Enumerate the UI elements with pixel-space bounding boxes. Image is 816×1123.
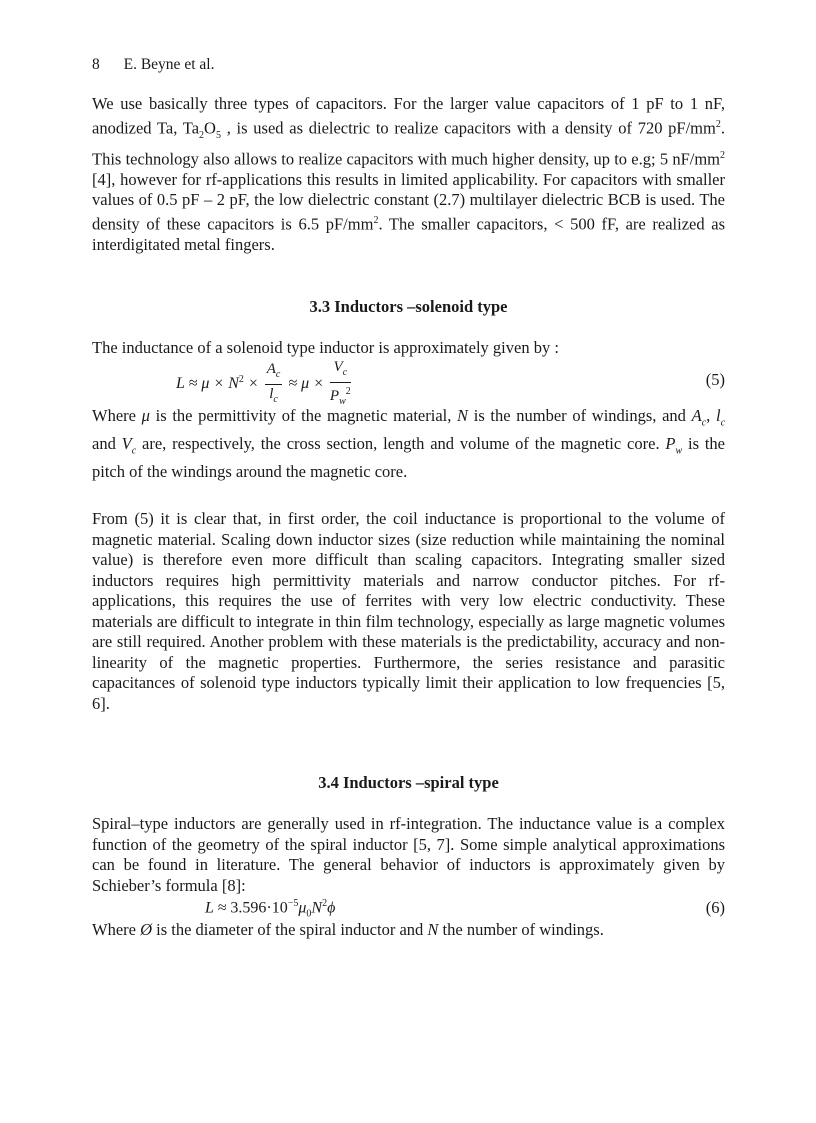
equation-6-number: (6) (705, 898, 725, 917)
eq5-frac2-numerator-sub: c (342, 367, 348, 378)
superscript: 2 (715, 118, 721, 130)
symbol-a-sub: c (701, 417, 707, 429)
spiral-where-paragraph (92, 920, 725, 941)
page-number: 8 (92, 56, 100, 73)
eq5-frac2-denominator: P (329, 388, 340, 404)
eq5-lhs: L ≈ μ × N (176, 375, 239, 393)
text-run: We use basically three types of capacitors. For the larger value capacitors of 1 pF to 1 nF, anodized Ta, Ta (92, 94, 725, 137)
eq5-times: × (243, 375, 263, 393)
text-run: is the permittivity of the magnetic material, (149, 406, 458, 425)
eq6-phi: ϕ (327, 899, 336, 917)
capacitors-paragraph (92, 94, 725, 255)
text-run: the number of windings. (438, 920, 604, 939)
text-run: , (706, 406, 716, 425)
eq5-lhs-exponent: 2 (238, 373, 244, 385)
text-run: , is used as dielectric to realize capacitors with a density of 720 pF/mm (220, 118, 716, 137)
symbol-n: N (457, 406, 469, 425)
subscript: 5 (215, 129, 221, 141)
section-heading-solenoid: 3.3 Inductors –solenoid type (309, 297, 508, 316)
symbol-p-sub: w (675, 445, 683, 457)
text-run: Where (92, 920, 141, 939)
equation-5-number: (5) (705, 370, 725, 389)
subscript: 2 (199, 129, 205, 141)
symbol-mu: μ (141, 406, 150, 425)
symbol-phi: Ø (140, 920, 153, 939)
eq5-middle: ≈ μ × (288, 375, 328, 393)
eq6-n: N (311, 899, 323, 917)
spiral-intro-paragraph: Spiral–type inductors are generally used in rf-integration. The inductance value is a complex function of the geometry of the spiral inductor [5, 7]. Some simple analytical approximations can be found in literature. The general behavior of inductors is approximately given by Schieber’s formula [8]: (92, 814, 725, 895)
eq6-n-exponent: 2 (322, 898, 328, 909)
text-run: . The smaller capacitors, < 500 fF, are realized as interdigitated metal fingers. (92, 214, 726, 254)
eq5-frac1-numerator-sub: c (275, 369, 281, 380)
text-run: and (92, 433, 122, 453)
eq5-frac1-denominator: l (269, 386, 274, 402)
eq6-mu: μ (298, 899, 307, 917)
equation-5 (176, 358, 353, 411)
eq6-exponent: −5 (287, 898, 299, 909)
symbol-v-sub: c (131, 445, 137, 457)
superscript: 2 (720, 149, 725, 161)
eq5-frac1-numerator: A (266, 361, 276, 377)
symbol-a: A (691, 406, 702, 425)
eq6-coefficient: 3.596·10 (230, 899, 288, 917)
eq6-lhs: L ≈ (205, 899, 231, 917)
text-run: are, respectively, the cross section, length and volume of the magnetic core. (136, 433, 666, 453)
equation-6 (205, 898, 335, 920)
eq5-fraction-area-length (265, 360, 283, 409)
eq5-frac1-denominator-sub: c (273, 394, 278, 405)
solenoid-where-paragraph (92, 406, 725, 482)
symbol-p: P (665, 433, 676, 453)
eq5-frac2-denominator-sub: w (339, 396, 346, 407)
text-run: is the number of windings, and (468, 406, 692, 425)
symbol-v: V (121, 433, 132, 453)
text-run: is the diameter of the spiral inductor and (152, 920, 428, 939)
section-heading-spiral: 3.4 Inductors –spiral type (318, 773, 499, 792)
symbol-n: N (427, 920, 439, 939)
text-run: . This technology also allows to realize capacitors with much higher density, up to e.g; 5 nF/mm (92, 118, 725, 169)
eq5-frac2-denominator-exponent: 2 (345, 386, 351, 397)
running-header-authors: E. Beyne et al. (123, 56, 215, 73)
text-run: Where (92, 406, 142, 425)
running-header (92, 56, 214, 74)
symbol-l: l (715, 406, 721, 425)
text-run: is the pitch of the windings around the magnetic core. (92, 433, 725, 481)
symbol-l-sub: c (720, 417, 726, 429)
eq5-frac2-numerator: V (333, 359, 343, 375)
solenoid-intro-paragraph: The inductance of a solenoid type inductor is approximately given by : (92, 338, 559, 357)
superscript: 2 (373, 214, 379, 226)
solenoid-discussion-paragraph: From (5) it is clear that, in first order, the coil inductance is proportional to the volume of magnetic material. Scaling down inductor sizes (size reduction while maintaining the nominal value) is therefore even more difficult than scaling capacitors. Integrating smaller sized inductors requires high permittivity materials and narrow conductor pitches. For rf-applications, this requires the use of ferrites with very low electric conductivity. These materials are difficult to integrate in thin film technology, especially as large magnetic volumes are still required. Another problem with these materials is the predictability, accuracy and non-linearity of the magnetic properties. Furthermore, the series resistance and parasitic capacitances of solenoid type inductors typically limit their application to low frequencies [5, 6]. (92, 509, 725, 713)
eq5-fraction-volume-pitch (330, 358, 351, 411)
text-run: [4], however for rf-applications this results in limited applicability. For capacitors with smaller values of 0.5 pF – 2 pF, the low dielectric constant (2.7) multilayer dielectric BCB is used. The density of these capacitors is 6.5 pF/mm (92, 169, 725, 234)
eq6-mu-sub: 0 (306, 908, 312, 920)
text-run: O (204, 118, 216, 137)
